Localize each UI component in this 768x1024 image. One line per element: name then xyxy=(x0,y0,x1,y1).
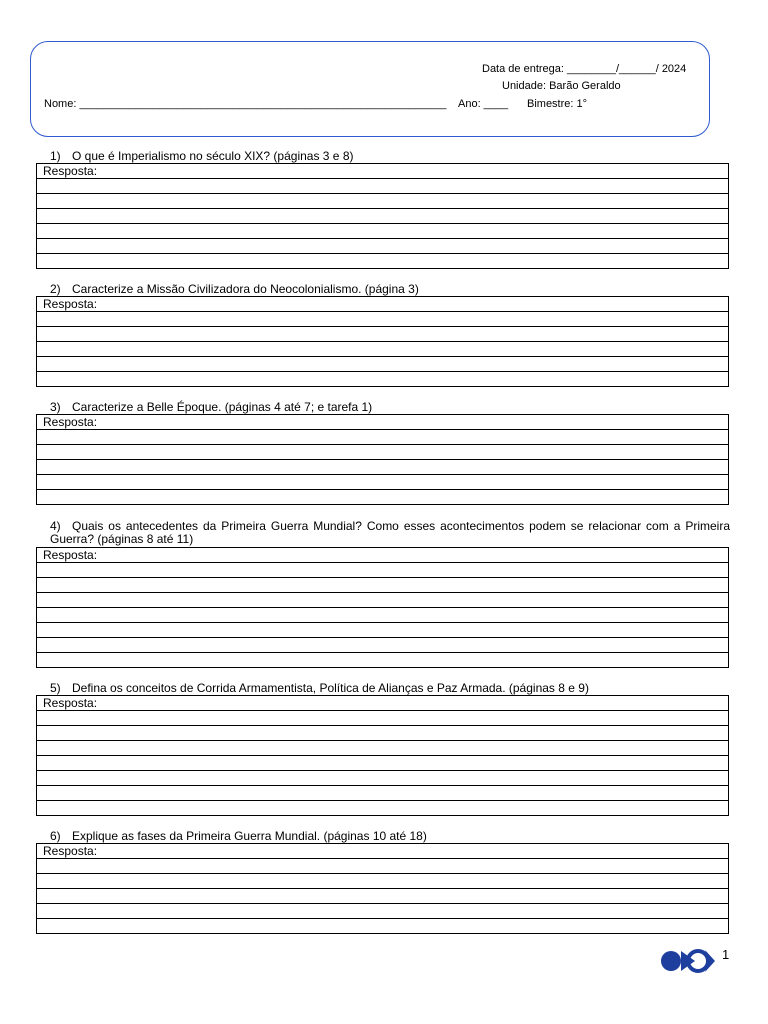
school-logo-icon xyxy=(659,944,719,978)
question-3 xyxy=(50,401,372,414)
question-number: 3) xyxy=(50,400,61,414)
answer-line[interactable] xyxy=(37,593,729,608)
answer-line[interactable] xyxy=(37,786,729,801)
question-text: Defina os conceitos de Corrida Armamentista, Política de Alianças e Paz Armada. (páginas 8 e 9) xyxy=(72,681,589,695)
answer-line[interactable] xyxy=(37,445,729,460)
answer-label: Resposta: xyxy=(37,696,729,711)
answer-line[interactable] xyxy=(37,475,729,490)
answer-line[interactable] xyxy=(37,254,729,269)
answer-line[interactable] xyxy=(37,711,729,726)
answer-line[interactable] xyxy=(37,430,729,445)
answer-table-1 xyxy=(36,163,729,269)
question-6 xyxy=(50,830,427,843)
answer-label: Resposta: xyxy=(37,844,729,859)
answer-line[interactable] xyxy=(37,578,729,593)
answer-line[interactable] xyxy=(37,209,729,224)
answer-line[interactable] xyxy=(37,372,729,387)
answer-line[interactable] xyxy=(37,342,729,357)
page-number: 1 xyxy=(722,947,730,962)
answer-line[interactable] xyxy=(37,638,729,653)
year-field: Ano: ____ xyxy=(458,98,509,110)
question-5 xyxy=(50,682,589,695)
question-1 xyxy=(50,150,353,163)
question-text: Caracterize a Belle Époque. (páginas 4 até 7; e tarefa 1) xyxy=(72,400,373,414)
answer-line[interactable] xyxy=(37,771,729,786)
question-text: Caracterize a Missão Civilizadora do Neocolonialismo. (página 3) xyxy=(72,282,419,296)
question-text: Quais os antecedentes da Primeira Guerra Mundial? Como esses acontecimentos podem se relacionar com a Primeira Guerra? (páginas 8 até 11) xyxy=(50,519,730,546)
answer-line[interactable] xyxy=(37,357,729,372)
answer-label: Resposta: xyxy=(37,164,729,179)
question-number: 2) xyxy=(50,282,61,296)
question-number: 1) xyxy=(50,149,61,163)
answer-line[interactable] xyxy=(37,194,729,209)
answer-table-6 xyxy=(36,843,729,934)
answer-label: Resposta: xyxy=(37,415,729,430)
answer-line[interactable] xyxy=(37,919,729,934)
unit-label: Unidade: Barão Geraldo xyxy=(502,80,621,92)
question-2 xyxy=(50,283,419,296)
answer-line[interactable] xyxy=(37,653,729,668)
answer-line[interactable] xyxy=(37,889,729,904)
answer-line[interactable] xyxy=(37,874,729,889)
name-field: Nome: ____________________________________________________________ xyxy=(44,98,447,110)
answer-table-5 xyxy=(36,695,729,816)
answer-line[interactable] xyxy=(37,224,729,239)
answer-line[interactable] xyxy=(37,312,729,327)
question-number: 4) xyxy=(50,519,61,533)
question-text: Explique as fases da Primeira Guerra Mundial. (páginas 10 até 18) xyxy=(72,829,427,843)
answer-line[interactable] xyxy=(37,859,729,874)
answer-line[interactable] xyxy=(37,490,729,505)
question-4 xyxy=(50,520,730,546)
answer-line[interactable] xyxy=(37,563,729,578)
answer-line[interactable] xyxy=(37,239,729,254)
bimester-field: Bimestre: 1° xyxy=(527,98,588,110)
answer-label: Resposta: xyxy=(37,548,729,563)
delivery-date: Data de entrega: ________/______/ 2024 xyxy=(482,63,687,75)
answer-line[interactable] xyxy=(37,327,729,342)
answer-line[interactable] xyxy=(37,904,729,919)
answer-line[interactable] xyxy=(37,741,729,756)
answer-line[interactable] xyxy=(37,801,729,816)
answer-line[interactable] xyxy=(37,623,729,638)
answer-line[interactable] xyxy=(37,726,729,741)
answer-table-2 xyxy=(36,296,729,387)
answer-line[interactable] xyxy=(37,179,729,194)
answer-line[interactable] xyxy=(37,460,729,475)
answer-table-4 xyxy=(36,547,729,668)
question-number: 5) xyxy=(50,681,61,695)
answer-line[interactable] xyxy=(37,608,729,623)
answer-table-3 xyxy=(36,414,729,505)
answer-label: Resposta: xyxy=(37,297,729,312)
question-text: O que é Imperialismo no século XIX? (páginas 3 e 8) xyxy=(72,149,354,163)
answer-line[interactable] xyxy=(37,756,729,771)
question-number: 6) xyxy=(50,829,61,843)
